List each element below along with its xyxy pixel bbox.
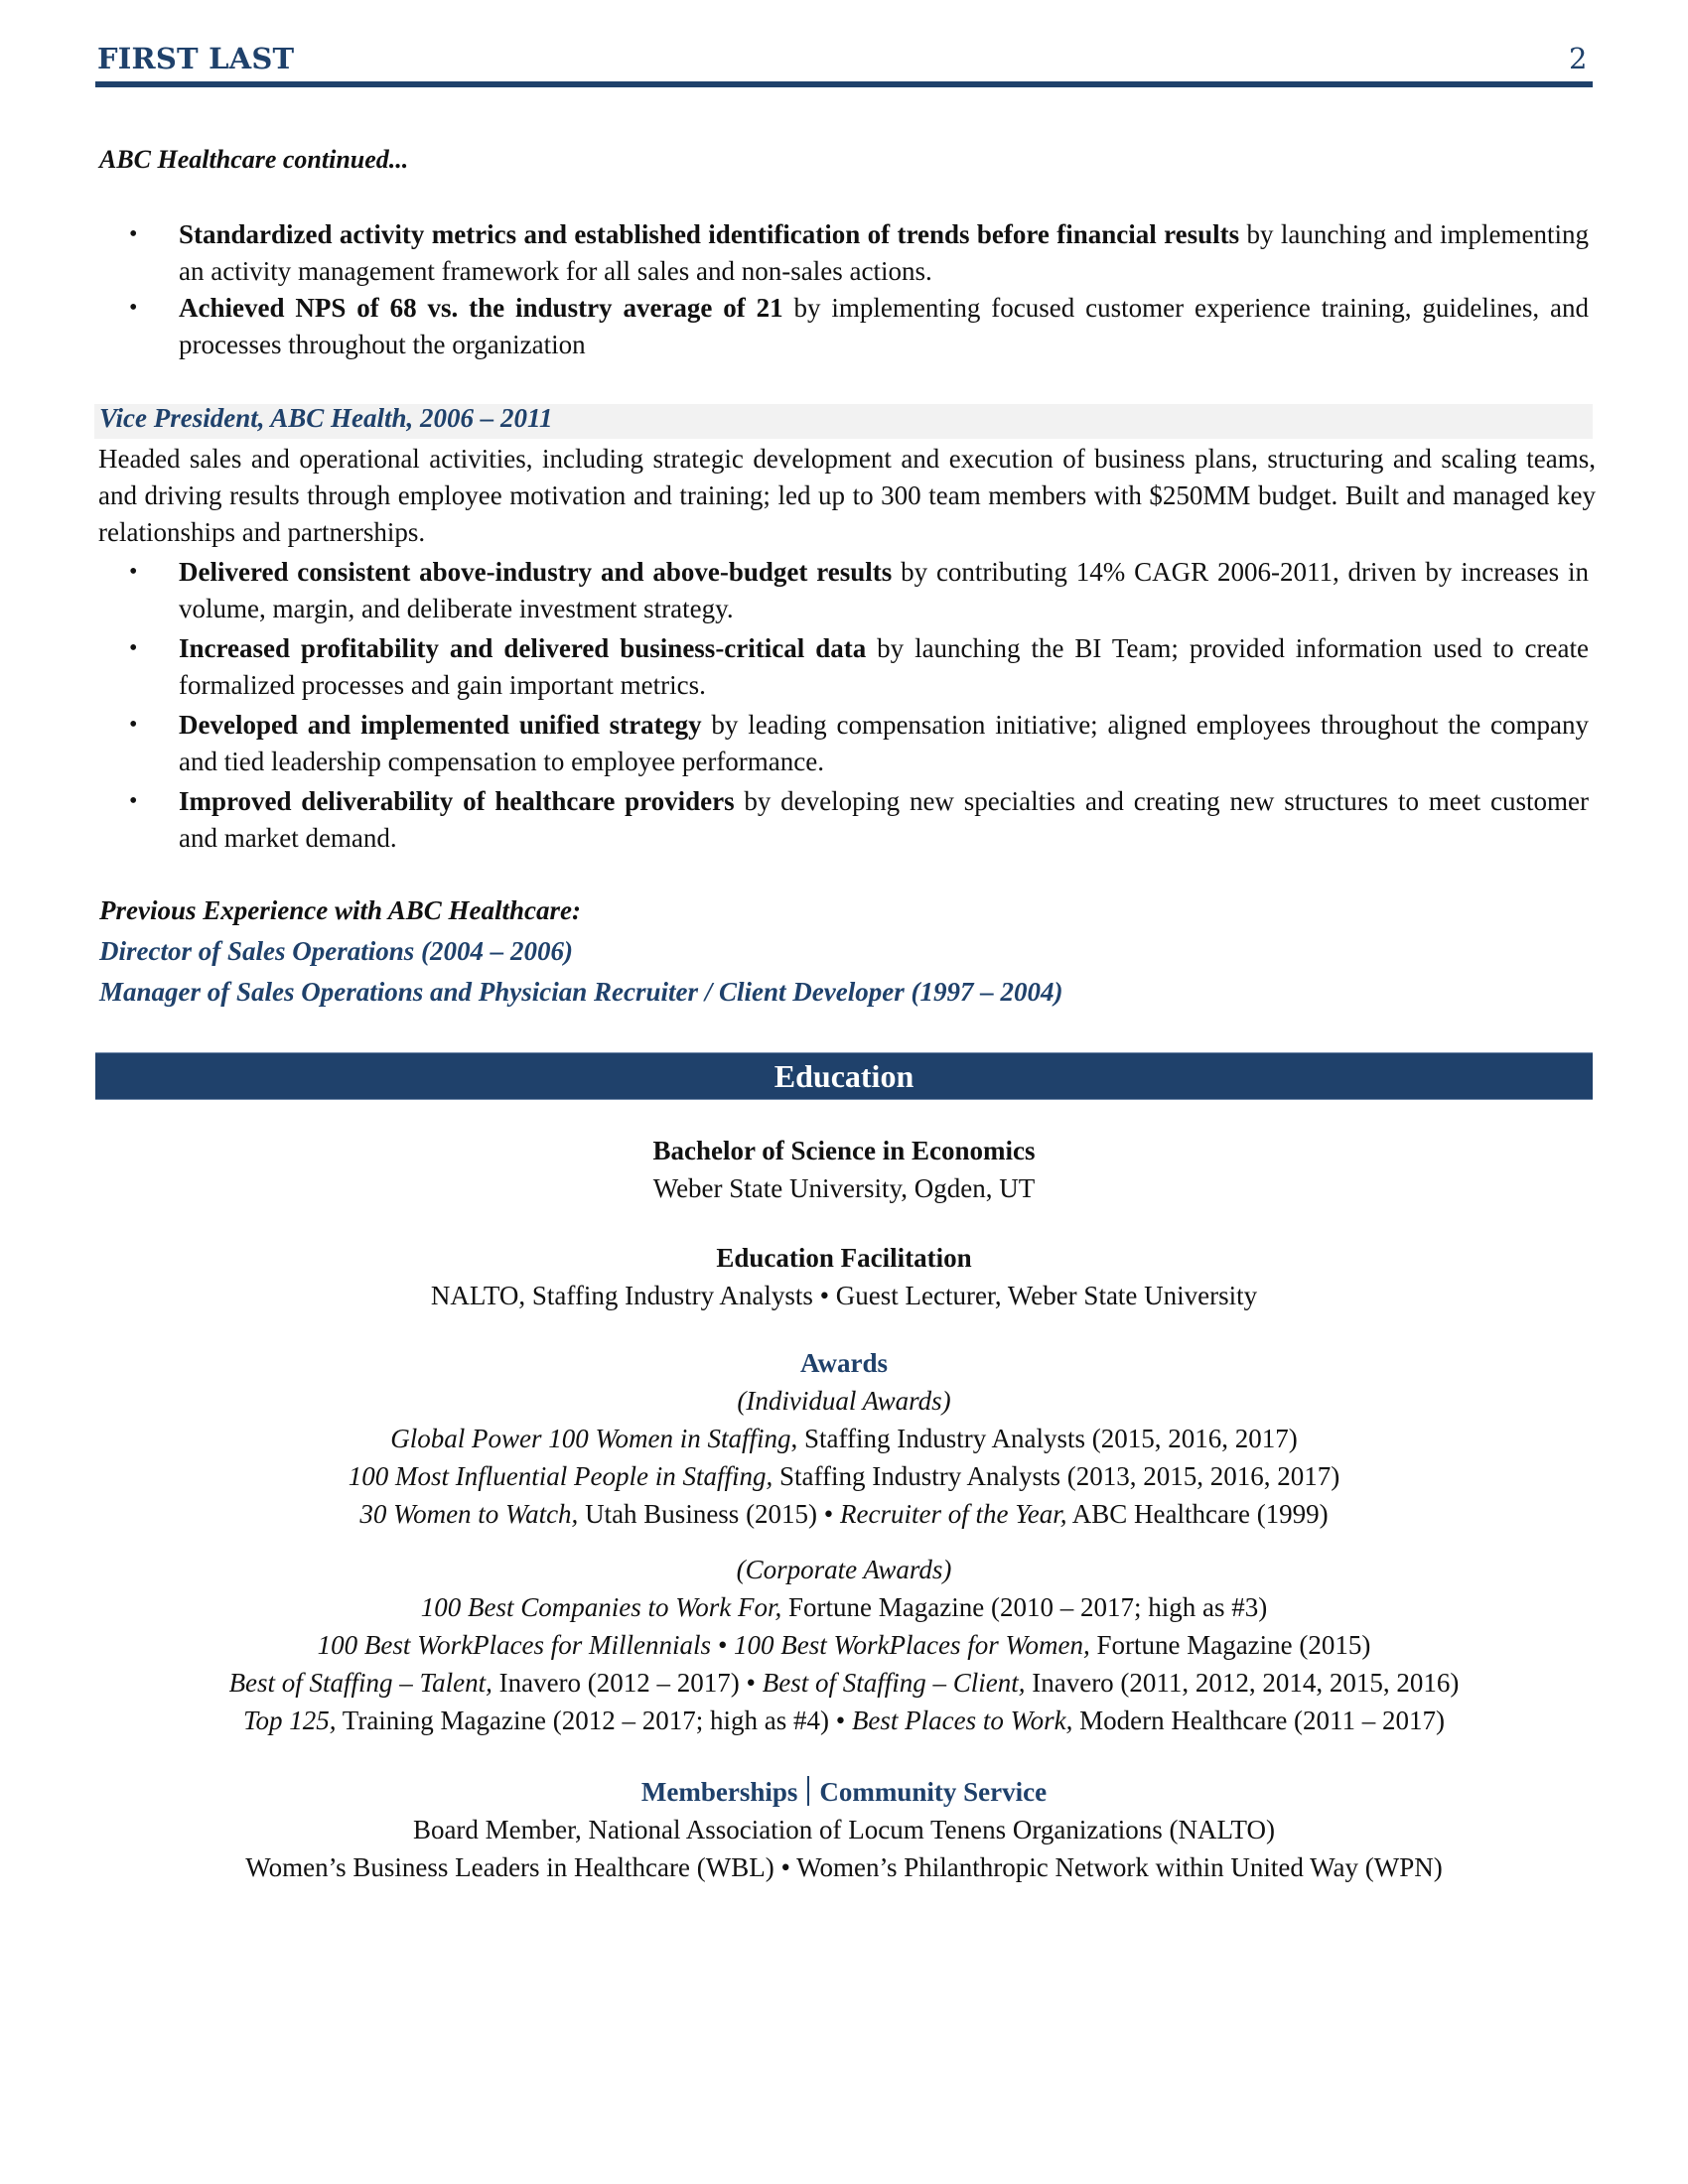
award-name: Global Power 100 Women in Staffing xyxy=(390,1424,791,1453)
bullet-highlight: Developed and implemented unified strategy xyxy=(179,710,702,740)
award-name: Best of Staffing – Client, xyxy=(762,1668,1026,1698)
award-line xyxy=(95,1702,1593,1739)
section-title: Education xyxy=(774,1058,914,1094)
award-detail: , Staffing Industry Analysts (2015, 2016, 2017) xyxy=(790,1424,1298,1453)
bullet-icon: • xyxy=(129,559,138,585)
previous-role: Director of Sales Operations (2004 – 2006) xyxy=(99,936,573,966)
awards-heading: Awards xyxy=(799,1348,888,1378)
page-number: 2 xyxy=(1569,42,1588,75)
bullet-text: by implementing focused customer experience training, guidelines, and processes throughout the organization xyxy=(179,293,1589,359)
bullet-text: by launching the BI Team; provided information used to create formalized processes and gain important metrics. xyxy=(179,633,1589,700)
award-detail: Inavero (2011, 2012, 2014, 2015, 2016) xyxy=(1025,1668,1460,1698)
award-name: 100 Best Companies to Work For, xyxy=(420,1592,782,1622)
continued-bullet-list xyxy=(129,216,1589,363)
award-line xyxy=(95,1457,1593,1495)
award-line xyxy=(95,1495,1593,1533)
award-detail: Fortune Magazine (2010 – 2017; high as #3) xyxy=(781,1592,1268,1622)
award-detail: ABC Healthcare (1999) xyxy=(1066,1499,1329,1529)
memberships-heading xyxy=(95,1773,1593,1811)
education-details xyxy=(95,1132,1593,1207)
bullet-text: by leading compensation initiative; aligned employees throughout the company and tied leadership compensation to employee performance. xyxy=(179,710,1589,776)
bullet-highlight: Achieved NPS of 68 vs. the industry average of 21 xyxy=(179,293,783,323)
award-detail: Modern Healthcare (2011 – 2017) xyxy=(1072,1706,1446,1735)
corporate-awards xyxy=(95,1551,1593,1739)
award-line xyxy=(95,1664,1593,1702)
bullet-item xyxy=(129,630,1589,704)
memberships-heading-right: Community Service xyxy=(819,1777,1048,1807)
bullet-highlight: Standardized activity metrics and established identification of trends before financial results xyxy=(179,219,1240,249)
membership-line: Board Member, National Association of Locum Tenens Organizations (NALTO) xyxy=(412,1815,1276,1844)
award-name: Recruiter of the Year, xyxy=(840,1499,1067,1529)
bullet-item xyxy=(129,216,1589,290)
job-summary: Headed sales and operational activities, including strategic development and execution of business plans, structuring and scaling teams, and driving results through employee motivation and training; led up to 300 team members with $250MM budget. Built and managed key relationships and partnerships. xyxy=(98,444,1596,547)
award-line xyxy=(95,1626,1593,1664)
membership-line: Women’s Business Leaders in Healthcare (WBL) • Women’s Philanthropic Network within United Way (WPN) xyxy=(245,1852,1443,1882)
bullet-icon: • xyxy=(129,635,138,661)
bullet-icon: • xyxy=(129,295,138,321)
previous-experience-heading: Previous Experience with ABC Healthcare: xyxy=(99,895,581,925)
previous-role: Manager of Sales Operations and Physician Recruiter / Client Developer (1997 – 2004) xyxy=(99,977,1063,1007)
continued-heading: ABC Healthcare continued... xyxy=(99,145,409,174)
header-divider xyxy=(95,81,1593,87)
memberships-heading-left: Memberships xyxy=(640,1777,798,1807)
facilitation-text: NALTO, Staffing Industry Analysts • Guest Lecturer, Weber State University xyxy=(430,1281,1258,1310)
bullet-text: by contributing 14% CAGR 2006-2011, driven by increases in volume, margin, and deliberate investment strategy. xyxy=(179,557,1589,623)
corporate-awards-label: (Corporate Awards) xyxy=(736,1555,952,1584)
job-bullet-list xyxy=(129,554,1589,857)
bullet-highlight: Delivered consistent above-industry and above-budget results xyxy=(179,557,893,587)
award-detail: Training Magazine (2012 – 2017; high as #4) • xyxy=(336,1706,852,1735)
job-title: Vice President, ABC Health, 2006 – 2011 xyxy=(99,403,553,433)
heading-divider xyxy=(807,1776,809,1806)
bullet-icon: • xyxy=(129,788,138,814)
bullet-item xyxy=(129,290,1589,363)
facilitation-heading: Education Facilitation xyxy=(716,1243,972,1273)
bullet-item xyxy=(129,707,1589,780)
award-name: 100 Best WorkPlaces for Millennials • 100 Best WorkPlaces for Women, xyxy=(317,1630,1090,1660)
school: Weber State University, Ogden, UT xyxy=(652,1173,1036,1203)
award-name: 100 Most Influential People in Staffing, xyxy=(348,1461,774,1491)
award-detail: Utah Business (2015) • xyxy=(578,1499,840,1529)
education-section-banner xyxy=(95,1052,1593,1100)
award-name: 30 Women to Watch, xyxy=(359,1499,579,1529)
bullet-text: by launching and implementing an activity management framework for all sales and non-sales actions. xyxy=(179,219,1589,286)
resume-owner-name: FIRST LAST xyxy=(97,42,295,75)
award-name: Top 125, xyxy=(242,1706,337,1735)
award-detail: Fortune Magazine (2015) xyxy=(1089,1630,1371,1660)
memberships-section xyxy=(95,1773,1593,1886)
award-line xyxy=(95,1588,1593,1626)
education-facilitation xyxy=(95,1239,1593,1314)
bullet-icon: • xyxy=(129,221,138,247)
award-line xyxy=(95,1420,1593,1457)
bullet-text: by developing new specialties and creating new structures to meet customer and market demand. xyxy=(179,786,1589,853)
awards-section xyxy=(95,1344,1593,1533)
bullet-highlight: Increased profitability and delivered business-critical data xyxy=(179,633,867,663)
award-detail: Inavero (2012 – 2017) • xyxy=(492,1668,763,1698)
award-detail: Staffing Industry Analysts (2013, 2015, 2016, 2017) xyxy=(773,1461,1340,1491)
bullet-highlight: Improved deliverability of healthcare providers xyxy=(179,786,735,816)
degree: Bachelor of Science in Economics xyxy=(652,1136,1036,1165)
individual-awards-label: (Individual Awards) xyxy=(737,1386,951,1416)
bullet-item xyxy=(129,554,1589,627)
bullet-icon: • xyxy=(129,712,138,738)
award-name: Best Places to Work, xyxy=(851,1706,1073,1735)
award-name: Best of Staffing – Talent, xyxy=(228,1668,492,1698)
bullet-item xyxy=(129,783,1589,857)
